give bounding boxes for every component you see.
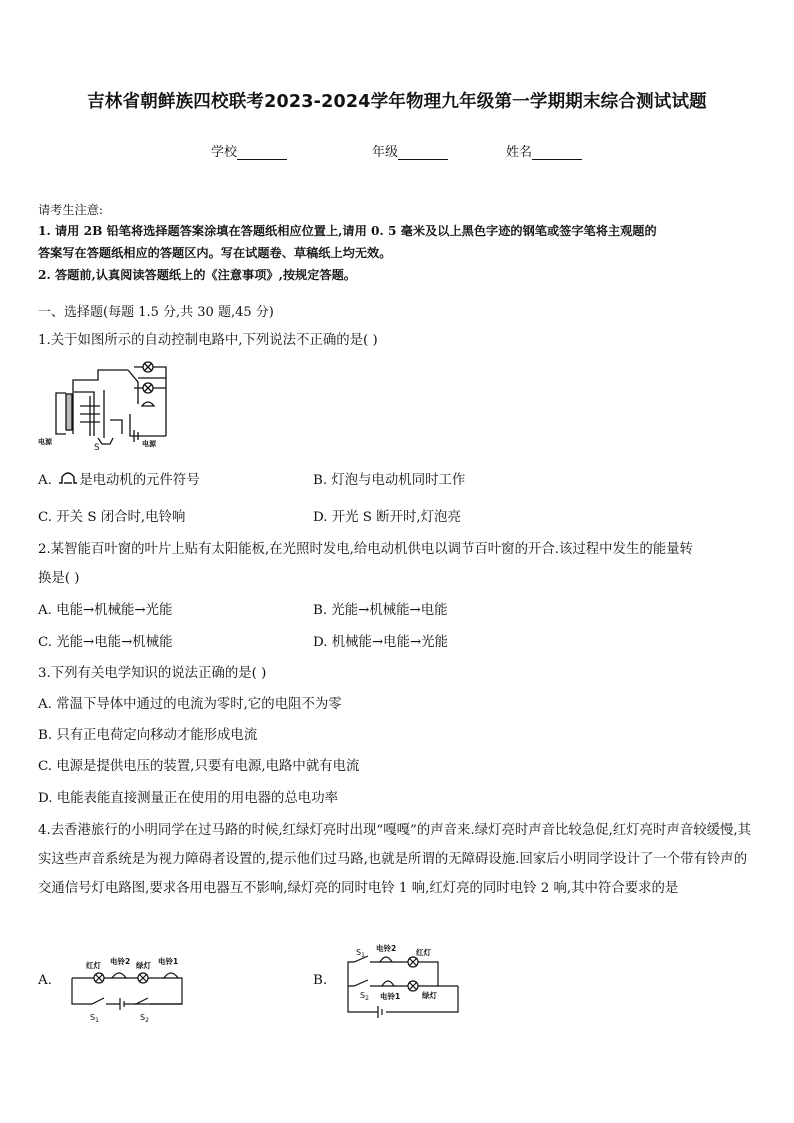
q1-fig-right-source-label: 电源: [142, 440, 156, 448]
q2-option-a[interactable]: A. 电能→机械能→光能: [38, 603, 173, 618]
notice-line-2: 2. 答题前,认真阅读答题纸上的《注意事项》,按规定答题。: [38, 268, 356, 282]
q4b-green-light-label: 绿灯: [422, 991, 437, 1000]
q4b-red-light-label: 红灯: [416, 948, 431, 957]
q1-option-a-text: 是电动机的元件符号: [79, 473, 200, 488]
page-title: 吉林省朝鲜族四校联考2023-2024学年物理九年级第一学期期末综合测试试题: [87, 92, 707, 112]
q4a-s2-sub: 2: [145, 1017, 149, 1022]
svg-text:S1: [356, 948, 365, 959]
q4b-s2-sub: 2: [365, 995, 369, 1002]
q3-option-c[interactable]: C. 电源是提供电压的装置,只要有电源,电路中就有电流: [38, 759, 360, 774]
q1-stem: 1.关于如图所示的自动控制电路中,下列说法不正确的是( ): [38, 333, 378, 348]
grade-label: 年级: [372, 145, 399, 160]
q2-stem-line-1: 2.某智能百叶窗的叶片上贴有太阳能板,在光照时发电,给电动机供电以调节百叶窗的开合.该过程中发生的能量转: [38, 542, 693, 557]
school-blank: [237, 145, 287, 160]
name-field: [506, 141, 582, 160]
q4-stem: 4.去香港旅行的小明同学在过马路的时候,红绿灯亮时出现“嘎嘎”的声音来.绿灯亮时声音比较急促,红灯亮时声音较缓慢,其实这些声音系统是为视力障碍者设置的,提示他们过马路,也就是所谓的无障碍设施.回家后小明同学设计了一个带有铃声的交通信号灯电路图,要求各用电器互不影响,绿灯亮的同时电铃 1 响,红灯亮的同时电铃 2 响,其中符合要求的是: [38, 823, 752, 896]
q4b-s1-sub: 1: [361, 952, 365, 959]
q1-option-d[interactable]: D. 开光 S 断开时,灯泡亮: [313, 510, 461, 525]
svg-text:S2: [140, 1013, 149, 1022]
q1-option-a[interactable]: [38, 471, 200, 491]
q2-stem-line-2: 换是( ): [38, 571, 80, 586]
q1-fig-switch-label: S: [94, 443, 100, 450]
q2-option-c[interactable]: C. 光能→电能→机械能: [38, 635, 173, 650]
notice-line-1: 1. 请用 2B 铅笔将选择题答案涂填在答题纸相应位置上,请用 0. 5 毫米及以上黑色字迹的钢笔或签字笔将主观题的: [38, 224, 657, 238]
q4-option-a-prefix[interactable]: A.: [38, 973, 52, 988]
q4a-s1-label: S: [90, 1013, 96, 1022]
q3-option-d[interactable]: D. 电能表能直接测量正在使用的用电器的总电功率: [38, 791, 338, 806]
q4-option-b-prefix[interactable]: B.: [313, 973, 328, 988]
section-heading: 一、选择题(每题 1.5 分,共 30 题,45 分): [38, 305, 274, 320]
name-blank: [532, 145, 582, 160]
q4a-s2-label: S: [140, 1013, 146, 1022]
notice-line-1b: 答案写在答题纸相应的答题区内。写在试题卷、草稿纸上均无效。: [38, 246, 392, 260]
q3-option-b[interactable]: B. 只有正电荷定向移动才能形成电流: [38, 728, 258, 743]
q4-circuit-a: [68, 950, 188, 1022]
q2-option-b[interactable]: B. 光能→机械能→电能: [313, 603, 448, 618]
q3-option-a[interactable]: A. 常温下导体中通过的电流为零时,它的电阻不为零: [38, 697, 342, 712]
school-field: [211, 141, 287, 160]
name-label: 姓名: [506, 145, 533, 160]
grade-field: [372, 141, 448, 160]
q1-circuit-figure: [38, 358, 178, 450]
q4a-green-light-label: 绿灯: [136, 961, 151, 970]
q4a-bell1-label: 电铃1: [158, 957, 179, 966]
svg-text:S1: [90, 1013, 99, 1022]
q3-stem: 3.下列有关电学知识的说法正确的是( ): [38, 666, 267, 681]
q4a-bell2-label: 电铃2: [110, 957, 131, 966]
q4b-bell2-label: 电铃2: [376, 944, 397, 953]
q4a-red-light-label: 红灯: [86, 961, 101, 970]
q1-fig-left-source-label: 电源: [38, 438, 52, 446]
q1-option-b[interactable]: B. 灯泡与电动机同时工作: [313, 473, 466, 488]
q4-circuit-b: [342, 942, 464, 1022]
q4a-s1-sub: 1: [95, 1017, 99, 1022]
motor-symbol-icon: [58, 471, 78, 487]
svg-text:S2: [360, 991, 369, 1002]
school-label: 学校: [211, 145, 238, 160]
q4b-bell1-label: 电铃1: [380, 992, 401, 1001]
q4b-s1-label: S: [356, 948, 362, 957]
q1-option-c[interactable]: C. 开关 S 闭合时,电铃响: [38, 510, 186, 525]
q1-option-a-prefix: A.: [38, 473, 52, 488]
notice-heading: 请考生注意:: [38, 203, 104, 217]
q2-option-d[interactable]: D. 机械能→电能→光能: [313, 635, 448, 650]
q4b-s2-label: S: [360, 991, 366, 1000]
grade-blank: [398, 145, 448, 160]
